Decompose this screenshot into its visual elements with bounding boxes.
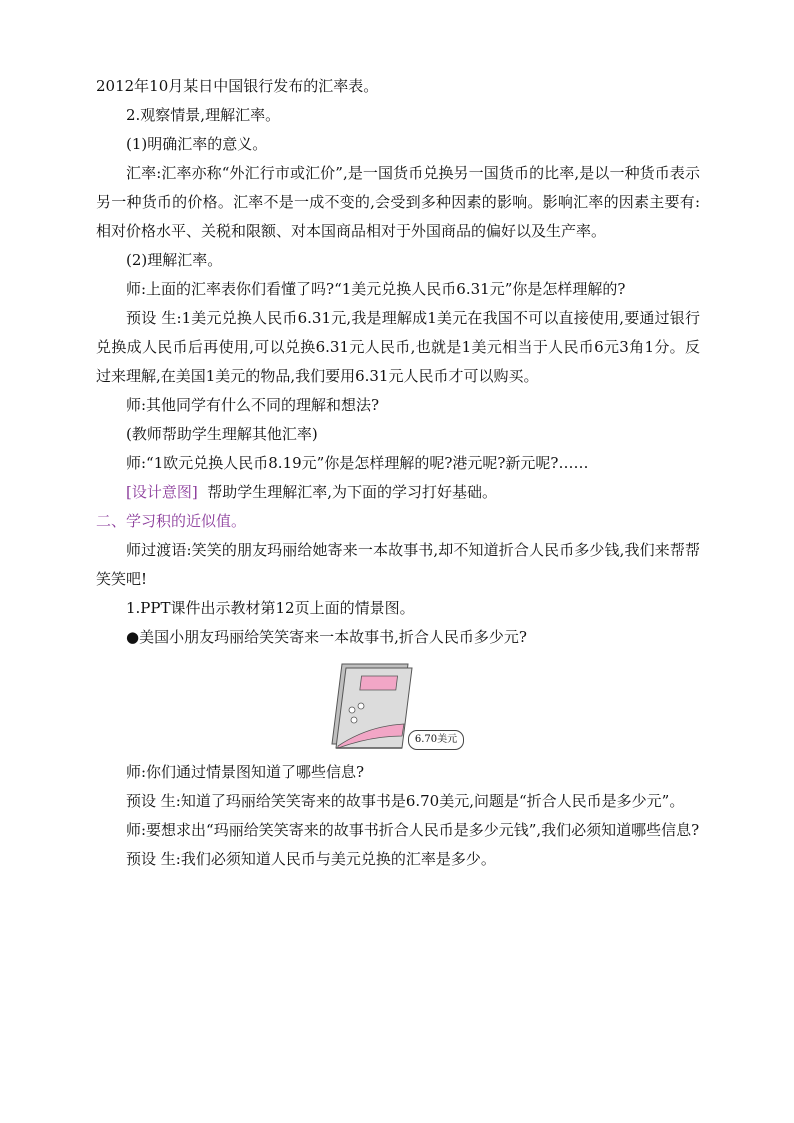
document-body: [96, 72, 700, 874]
section-heading: 二、学习积的近似值。: [96, 512, 247, 530]
design-intent-text: 帮助学生理解汇率,为下面的学习打好基础。: [207, 483, 498, 501]
paragraph: (2)理解汇率。: [126, 251, 223, 269]
paragraph: 师:“1欧元兑换人民币8.19元”你是怎样理解的呢?港元呢?新元呢?……: [126, 454, 589, 472]
price-tag: 6.70美元: [408, 730, 464, 750]
paragraph: 预设 生:知道了玛丽给笑笑寄来的故事书是6.70美元,问题是“折合人民币是多少元”。: [126, 792, 685, 810]
paragraph: 预设 生:1美元兑换人民币6.31元,我是理解成1美元在我国不可以直接使用,要通过银行兑换成人民币后再使用,可以兑换6.31元人民币,也就是1美元相当于人民币6元3角1分。反过来理解,在美国1美元的物品,我们要用6.31元人民币才可以购买。: [96, 309, 700, 385]
paragraph: 2012年10月某日中国银行发布的汇率表。: [96, 77, 379, 95]
storybook-figure: [96, 652, 700, 758]
paragraph: 师过渡语:笑笑的朋友玛丽给她寄来一本故事书,却不知道折合人民币多少钱,我们来帮帮笑笑吧!: [96, 541, 700, 588]
paragraph: 2.观察情景,理解汇率。: [126, 106, 281, 124]
design-intent: [96, 478, 700, 507]
design-intent-label: [设计意图]: [126, 483, 198, 501]
paragraph: 1.PPT课件出示教材第12页上面的情景图。: [126, 599, 415, 617]
paragraph: 师:你们通过情景图知道了哪些信息?: [126, 763, 365, 781]
paragraph: 师:上面的汇率表你们看懂了吗?“1美元兑换人民币6.31元”你是怎样理解的?: [126, 280, 626, 298]
paragraph: ●美国小朋友玛丽给笑笑寄来一本故事书,折合人民币多少元?: [126, 628, 527, 646]
paragraph: 师:其他同学有什么不同的理解和想法?: [126, 396, 380, 414]
storybook-icon: [328, 656, 418, 756]
paragraph: (教师帮助学生理解其他汇率): [126, 425, 318, 443]
paragraph: 预设 生:我们必须知道人民币与美元兑换的汇率是多少。: [126, 850, 496, 868]
paragraph: 师:要想求出“玛丽给笑笑寄来的故事书折合人民币是多少元钱”,我们必须知道哪些信息?: [126, 821, 700, 839]
paragraph: (1)明确汇率的意义。: [126, 135, 268, 153]
paragraph: 汇率:汇率亦称“外汇行市或汇价”,是一国货币兑换另一国货币的比率,是以一种货币表示另一种货币的价格。汇率不是一成不变的,会受到多种因素的影响。影响汇率的因素主要有:相对价格水平、关税和限额、对本国商品相对于外国商品的偏好以及生产率。: [96, 164, 700, 240]
